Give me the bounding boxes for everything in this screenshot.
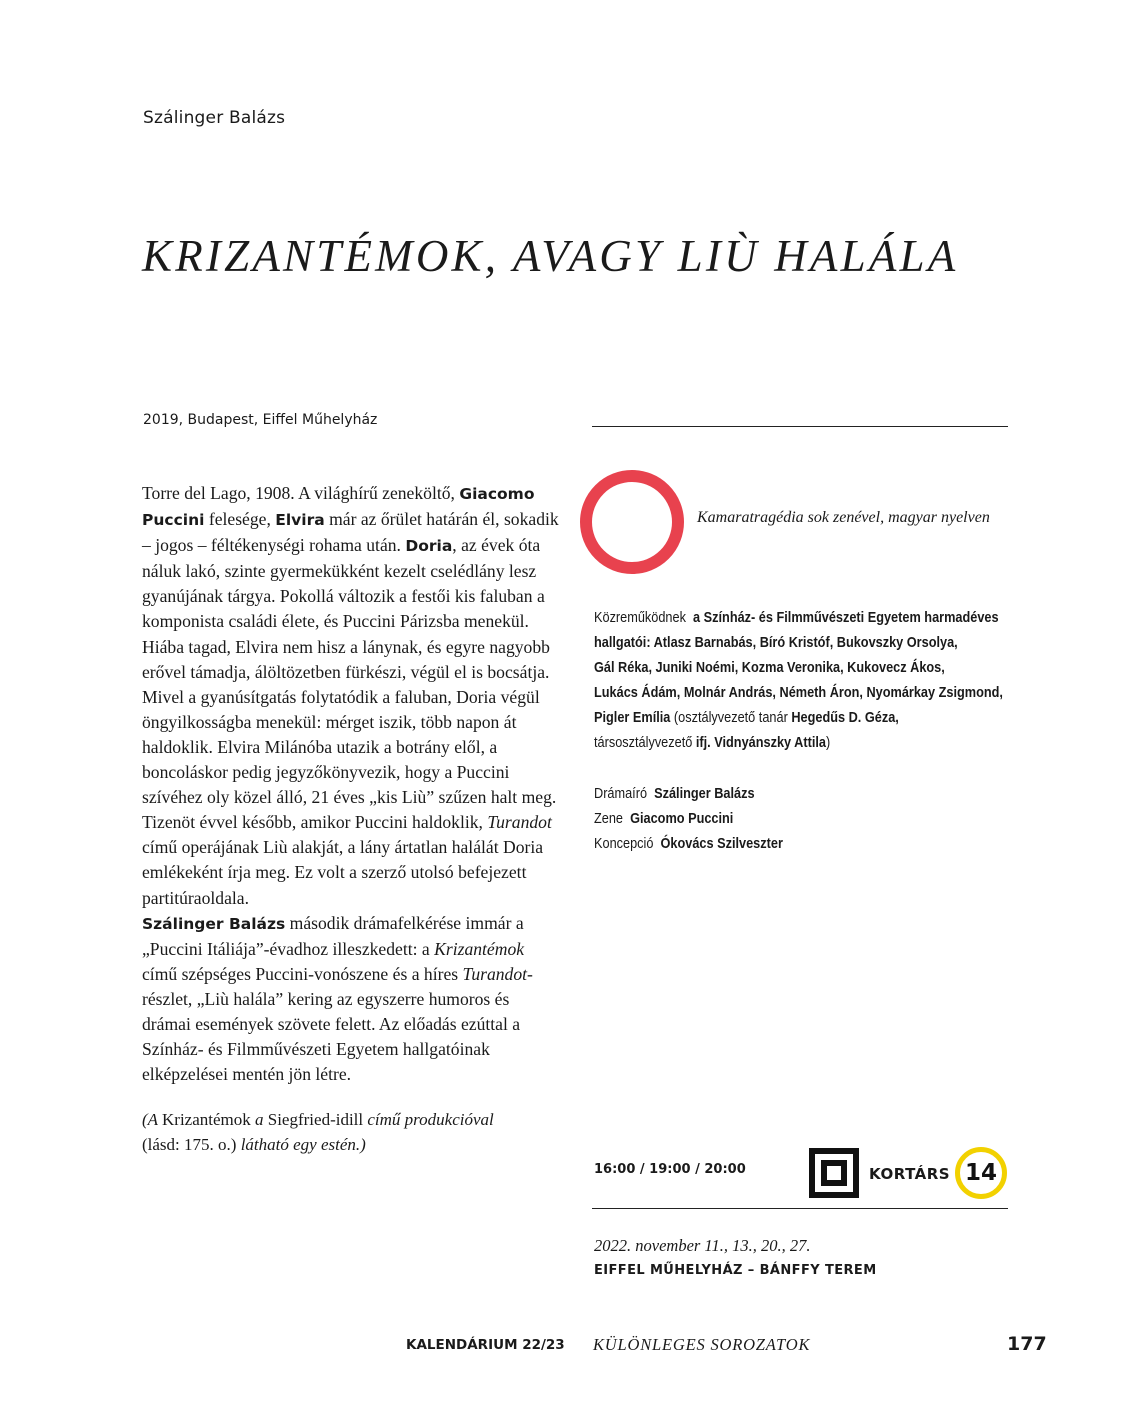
program-note: (A Krizantémok a Siegfried-idill című produkcióval (lásd: 175. o.) látható egy estén.) (142, 1110, 494, 1154)
synopsis-paragraph: Szálinger Balázs második drámafelkérése immár a „Puccini Itáliája”-évadhoz illeszkedett: a Krizantémok című szépséges Puccini-vonószene és a híres Turandot-részlet, „Liù halála” kering az egyszerre humoros és drámai események szövete felett. Az előadás ezúttal a Színház- és Filmművészeti Egyetem hallgatóinak elképzelései mentén jön létre. (142, 912, 533, 1085)
role-line: Koncepció Ókovács Szilveszter (594, 836, 783, 852)
author-name: Szálinger Balázs (143, 108, 286, 128)
synopsis (142, 481, 562, 1087)
creative-team (594, 782, 783, 857)
performers-credits: Közreműködnek a Színház- és Filmművészeti Egyetem harmadéves hallgatói: Atlasz Barnabás, Bíró Kristóf, Bukovszky Orsolya, Gál Réka, Juniki Noémi, Kozma Veronika, Kukovecz Ákos, Lukács Ádám, Molnár András, Németh Áron, Nyomárkay Zsigmond, Pigler Emília (osztályvezető tanár Hegedűs D. Géza, társosztályvezető ifj. Vidnyánszky Attila) (594, 610, 1003, 751)
series-label: KORTÁRS (869, 1165, 951, 1183)
showtimes: 16:00 / 19:00 / 20:00 (594, 1162, 746, 1177)
divider (592, 426, 1008, 427)
production-meta: 2019, Budapest, Eiffel Műhelyház (143, 412, 378, 428)
footer-publication: KALENDÁRIUM 22/23 (406, 1337, 565, 1353)
genre-subtitle: Kamaratragédia sok zenével, magyar nyelven (697, 509, 990, 526)
role-line: Drámaíró Szálinger Balázs (594, 786, 755, 802)
kortars-logo-icon (809, 1148, 859, 1198)
performance-dates: 2022. november 11., 13., 20., 27. (594, 1236, 811, 1255)
venue: EIFFEL MŰHELYHÁZ – BÁNFFY TEREM (594, 1263, 877, 1278)
footer-section: KÜLÖNLEGES SOROZATOK (593, 1335, 811, 1354)
page-number: 177 (1007, 1333, 1047, 1355)
divider (592, 1208, 1008, 1209)
ring-graphic (580, 470, 684, 574)
synopsis-paragraph: Torre del Lago, 1908. A világhírű zeneköltő, Giacomo Puccini felesége, Elvira már az őrület határán él, sokadik – jogos – féltékenységi rohama után. Doria, az évek óta náluk lakó, szinte gyermekükként kezelt cselédlány lesz gyanújának tárgya. Pokollá változik a festői kis faluban a komponista családi élete, és Puccini Párizsba menekül. Hiába tagad, Elvira nem hisz a lánynak, és egyre nagyobb erővel támadja, álöltözetben fürkészi, végül el is bocsátja. Mivel a gyanúsítgatás folytatódik a faluban, Doria végül öngyilkosságba menekül: mérget iszik, több napon át haldoklik. Elvira Milánóba utazik a botrány elől, a boncoláskor pedig jegyzőkönyvezik, hogy a Puccini szívéhez oly közel álló, 21 éves „kis Liù” szűzen halt meg. Tizenöt évvel később, amikor Puccini haldoklik, Turandot című operájának Liù alakját, a lány ártatlan halálát Doria emlékeként írja meg. Ez volt a szerző utolsó befejezett partitúraoldala. (142, 483, 559, 908)
page-title: KRIZANTÉMOK, AVAGY LIÙ HALÁLA (142, 231, 959, 281)
age-rating-badge: 14 (955, 1147, 1007, 1199)
role-line: Zene Giacomo Puccini (594, 811, 734, 827)
